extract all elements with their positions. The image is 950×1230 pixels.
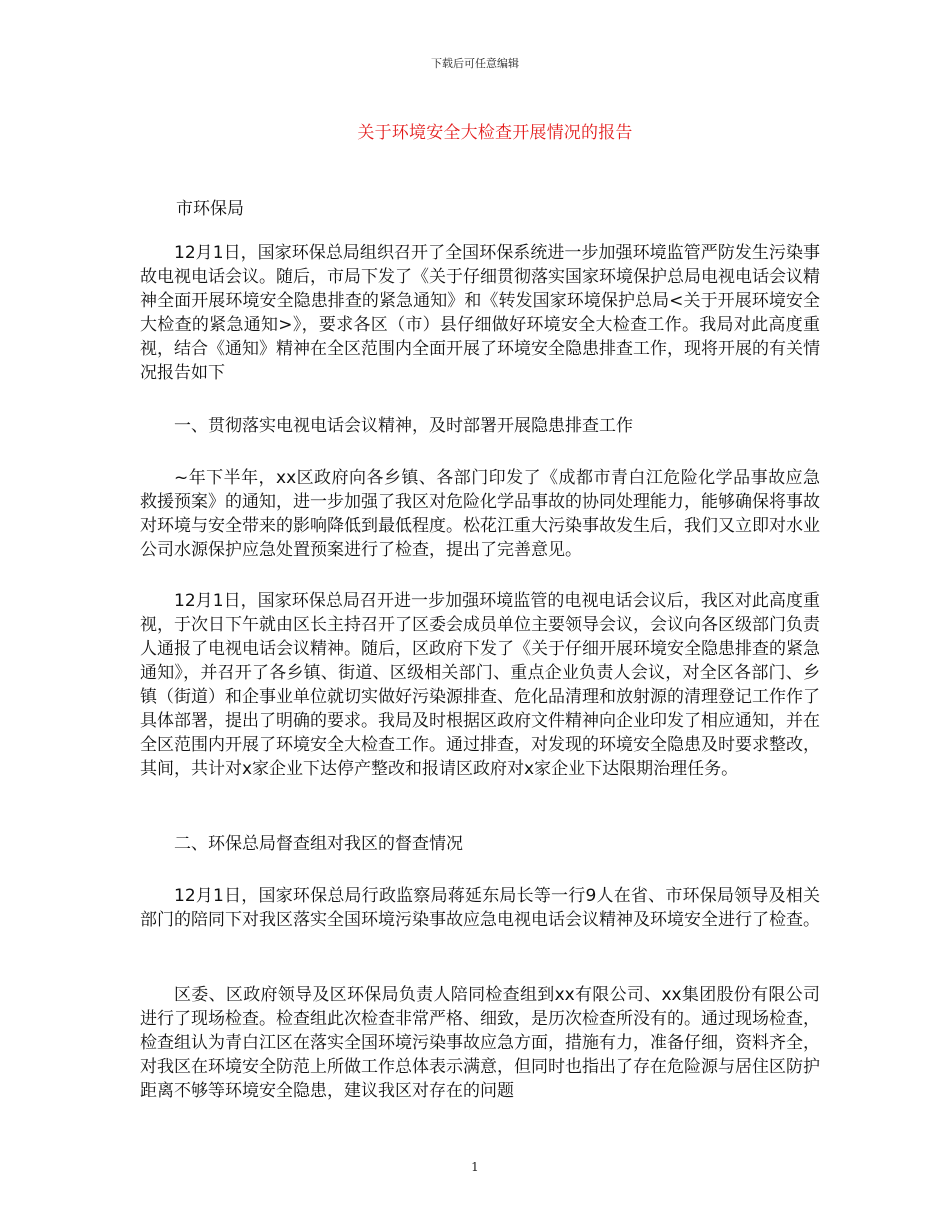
section-heading-text: 二、环保总局督查组对我区的督查情况 <box>174 834 463 854</box>
paragraph-site-check <box>140 983 820 1103</box>
paragraph-text: 12月1日，国家环保总局组织召开了全国环保系统进一步加强环境监管严防发生污染事故电视电话会议。随后，市局下发了《关于仔细贯彻落实国家环境保护总局电视电话会议精神全面开展环境安全隐患排查的紧急通知》和《转发国家环境保护总局<关于开展环境安全大检查的紧急通知>》，要求各区（市）县仔细做好环境安全大检查工作。我局对此高度重视，结合《通知》精神在全区范围内全面开展了环境安全隐患排查工作，现将开展的有关情况报告如下 <box>140 243 820 383</box>
paragraph-text: 区委、区政府领导及区环保局负责人陪同检查组到xx有限公司、xx集团股份有限公司进行了现场检查。检查组此次检查非常严格、细致，是历次检查所没有的。通过现场检查，检查组认为青白江区在落实全国环境污染事故应急方面，措施有力，准备仔细，资料齐全，对我区在环境安全防范上所做工作总体表示满意，但同时也指出了存在危险源与居住区防护距离不够等环境安全隐患，建议我区对存在的问题 <box>140 985 820 1101</box>
header-note: 下载后可任意编辑 <box>431 57 519 70</box>
paragraph-inspection <box>140 884 820 932</box>
salutation: 市环保局 <box>176 199 244 219</box>
section-heading-2 <box>140 832 820 856</box>
paragraph-text: ~年下半年，xx区政府向各乡镇、各部门印发了《成都市青白江危险化学品事故应急救援预案》的通知，进一步加强了我区对危险化学品事故的协同处理能力，能够确保将事故对环境与安全带来的影响降低到最低程度。松花江重大污染事故发生后，我们又立即对水业公司水源保护应急处置预案进行了检查，提出了完善意见。 <box>140 468 820 560</box>
page-number: 1 <box>471 1160 479 1174</box>
document-title: 关于环境安全大检查开展情况的报告 <box>357 123 633 143</box>
section-heading-text: 一、贯彻落实电视电话会议精神，及时部署开展隐患排查工作 <box>174 416 633 436</box>
section-heading-1 <box>140 414 820 438</box>
paragraph-intro <box>140 241 820 385</box>
paragraph-deployment <box>140 589 820 781</box>
paragraph-emergency-plan <box>140 466 820 562</box>
paragraph-text: 12月1日，国家环保总局召开进一步加强环境监管的电视电话会议后，我区对此高度重视，于次日下午就由区长主持召开了区委会成员单位主要领导会议，会议向各区级部门负责人通报了电视电话会议精神。随后，区政府下发了《关于仔细开展环境安全隐患排查的紧急通知》，并召开了各乡镇、街道、区级相关部门、重点企业负责人会议，对全区各部门、乡镇（街道）和企事业单位就切实做好污染源排查、危化品清理和放射源的清理登记工作作了具体部署，提出了明确的要求。我局及时根据区政府文件精神向企业印发了相应通知，并在全区范围内开展了环境安全大检查工作。通过排查，对发现的环境安全隐患及时要求整改，其间，共计对x家企业下达停产整改和报请区政府对x家企业下达限期治理任务。 <box>140 591 820 779</box>
paragraph-text: 12月1日，国家环保总局行政监察局蒋延东局长等一行9人在省、市环保局领导及相关部门的陪同下对我区落实全国环境污染事故应急电视电话会议精神及环境安全进行了检查。 <box>140 886 820 930</box>
